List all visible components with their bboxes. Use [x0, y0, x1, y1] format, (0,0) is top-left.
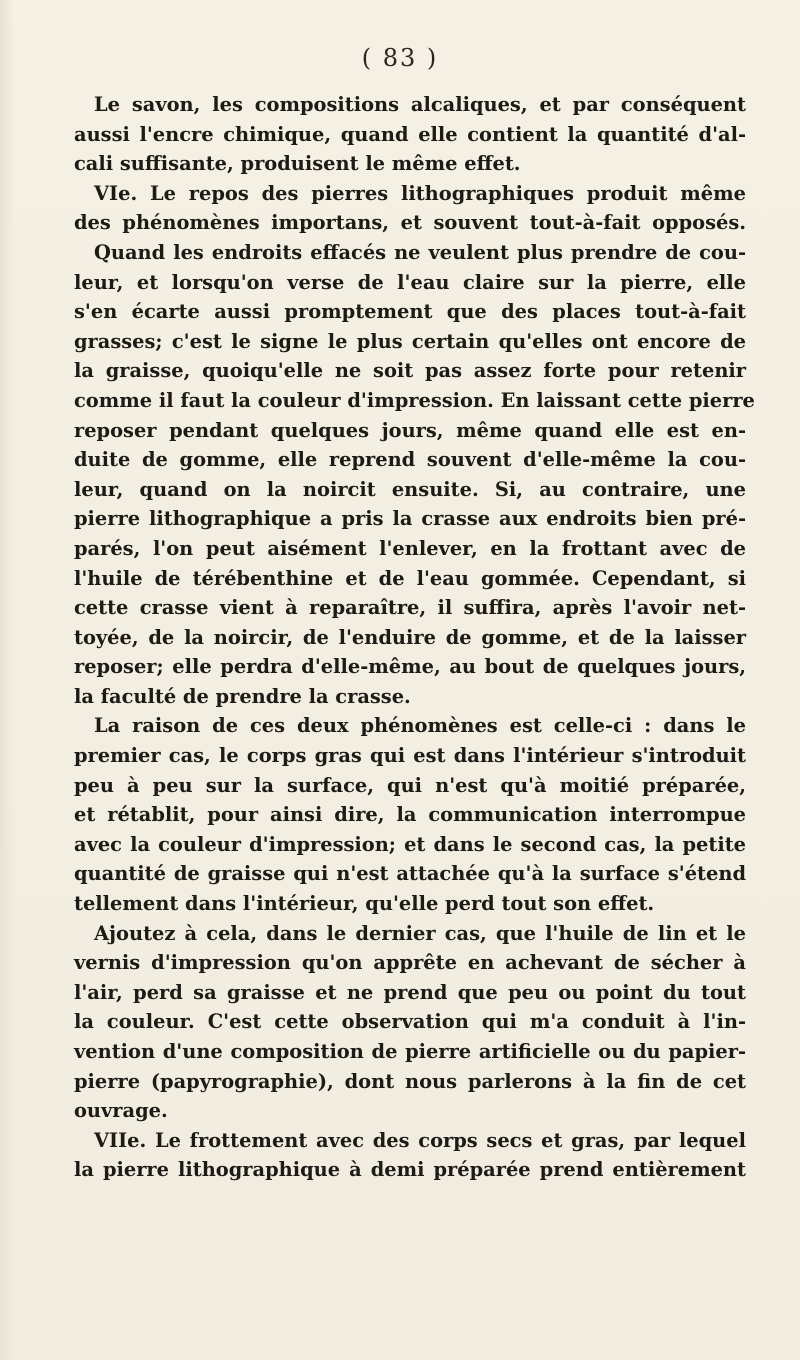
text-line: vention d'une composition de pierre artificielle ou du papier- [74, 1040, 746, 1063]
text-line: leur, et lorsqu'on verse de l'eau claire sur la pierre, elle [74, 270, 746, 294]
text-line: l'huile de térébenthine et de l'eau gommée. Cependant, si [74, 566, 746, 590]
text-line: toyée, de la noircir, de l'enduire de gomme, et de la laisser [74, 625, 746, 649]
text-line: cette crasse vient à reparaître, il suffira, après l'avoir net- [74, 596, 746, 620]
text-line: et rétablit, pour ainsi dire, la communication interrompue [74, 803, 746, 827]
text-line: l'air, perd sa graisse et ne prend que peu ou point du tout [74, 980, 746, 1004]
text-line: VIe. Le repos des pierres lithographiques produit même [94, 181, 746, 205]
text-line: Ajoutez à cela, dans le dernier cas, que l'huile de lin et le [94, 921, 746, 945]
text-line: la faculté de prendre la crasse. [74, 684, 411, 708]
text-line: la pierre lithographique à demi préparée prend entièrement [74, 1158, 746, 1182]
text-line: la graisse, quoiqu'elle ne soit pas assez forte pour retenir [74, 359, 746, 383]
text-line: premier cas, le corps gras qui est dans l'intérieur s'introduit [74, 744, 746, 768]
text-line: pierre lithographique a pris la crasse aux endroits bien pré- [74, 507, 746, 531]
text-line: comme il faut la couleur d'impression. En laissant cette pierre [74, 388, 755, 412]
text-line: aussi l'encre chimique, quand elle contient la quantité d'al- [74, 122, 746, 146]
body-text [74, 90, 755, 1185]
text-line: parés, l'on peut aisément l'enlever, en la frottant avec de [74, 536, 746, 560]
text-line: La raison de ces deux phénomènes est celle-ci : dans le [94, 714, 746, 738]
text-line: reposer; elle perdra d'elle-même, au bout de quelques jours, [74, 655, 746, 679]
text-line: tellement dans l'intérieur, qu'elle perd tout son effet. [74, 892, 655, 916]
text-line: VIIe. Le frottement avec des corps secs et gras, par lequel [94, 1128, 746, 1152]
text-line: ouvrage. [74, 1099, 168, 1123]
text-line: leur, quand on la noircit ensuite. Si, au contraire, une [74, 477, 746, 501]
text-line: duite de gomme, elle reprend souvent d'elle-même la cou- [74, 448, 746, 472]
page-edge-shadow [0, 0, 14, 1360]
text-line: Quand les endroits effacés ne veulent plus prendre de cou- [94, 240, 746, 264]
text-line: s'en écarte aussi promptement que des places tout-à-fait [74, 300, 746, 324]
text-line: reposer pendant quelques jours, même quand elle est en- [74, 418, 746, 442]
text-line: peu à peu sur la surface, qui n'est qu'à moitié préparée, [74, 773, 746, 797]
text-line: avec la couleur d'impression; et dans le second cas, la petite [74, 832, 746, 856]
text-line: cali suffisante, produisent le même effet. [74, 152, 521, 176]
text-line: vernis d'impression qu'on apprête en achevant de sécher à [74, 951, 746, 975]
text-line: pierre (papyrographie), dont nous parlerons à la fin de cet [74, 1069, 746, 1093]
text-line: quantité de graisse qui n'est attachée qu'à la surface s'étend [74, 862, 746, 886]
text-line: des phénomènes importans, et souvent tout-à-fait opposés. [74, 211, 746, 235]
page-number: ( 83 ) [361, 44, 439, 72]
text-line: grasses; c'est le signe le plus certain qu'elles ont encore de [74, 329, 746, 353]
text-line: la couleur. C'est cette observation qui m'a conduit à l'in- [74, 1010, 746, 1034]
text-line: Le savon, les compositions alcaliques, et par conséquent [94, 93, 746, 116]
